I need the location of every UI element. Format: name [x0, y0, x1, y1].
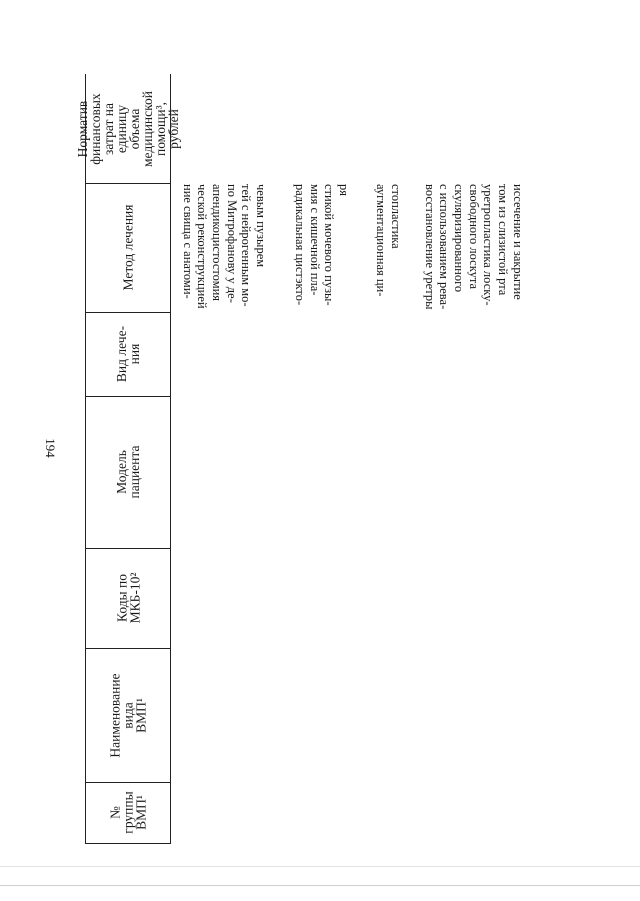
method-line: ческой реконструкцией: [195, 184, 209, 309]
header-icd-codes: Коды по МКБ-10²: [114, 572, 142, 624]
method-line: мия с кишечной пла-: [308, 184, 322, 296]
method-line: скуляризированного: [452, 184, 466, 293]
method-line: по Митрофанову у де-: [225, 184, 239, 303]
header-patient-model: Модель пациента: [114, 445, 142, 499]
method-line: иссечение и закрытие: [511, 184, 525, 300]
method-line: стопластика: [389, 184, 403, 249]
method-line: том из слизистой рта: [496, 184, 510, 296]
scan-artifact: [0, 866, 640, 867]
header-treatment-type: Вид лече- ния: [114, 325, 142, 383]
scan-artifact: [0, 885, 640, 886]
page-number: 194: [43, 438, 58, 458]
method-line: восстановление уретры: [423, 184, 437, 310]
method-line: аугментационная ци-: [374, 184, 388, 297]
method-line: ние свища с анатоми-: [181, 184, 195, 299]
header-treatment-method: Метод лечения: [120, 204, 136, 291]
method-line: уретропластика лоску-: [481, 184, 495, 306]
method-line: тей с нейрогенным мо-: [239, 184, 253, 307]
header-cost-norm: Норматив финансовых затрат на единицу объема медицинской помощи³, рублей: [75, 90, 181, 167]
method-line: радикальная цистэкто-: [293, 184, 307, 306]
method-line: чевым пузырем: [254, 184, 268, 268]
header-vmp-name: Наименование вида ВМП¹: [107, 672, 149, 758]
method-line: ря: [337, 184, 351, 196]
method-line: апендикоцистостомия: [210, 184, 224, 302]
header-group-number: № группы ВМП¹: [107, 791, 149, 834]
method-line: стикой мочевого пузы-: [322, 184, 336, 306]
method-line: свободного лоскута: [467, 184, 481, 290]
method-line: с использованием рева-: [437, 184, 451, 310]
